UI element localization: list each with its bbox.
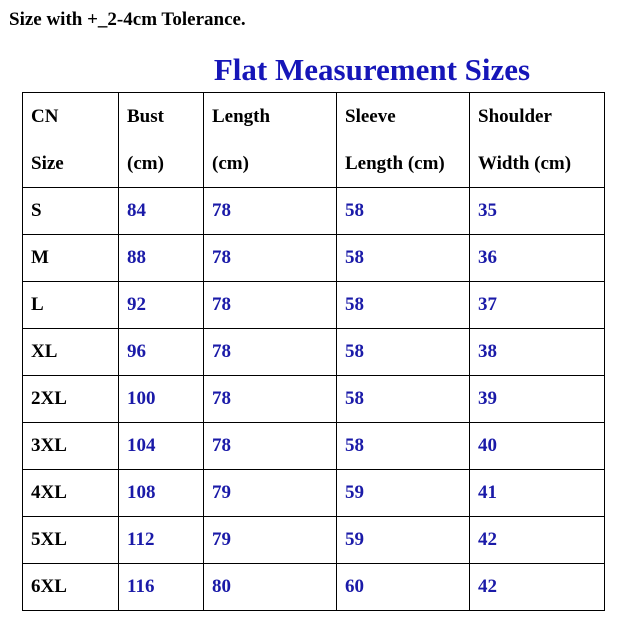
bust-cell: 116 [119, 564, 204, 611]
shoulder-cell: 37 [470, 282, 605, 329]
size-cell: 5XL [23, 517, 119, 564]
bust-cell: 84 [119, 188, 204, 235]
sleeve-cell: 58 [337, 235, 470, 282]
size-cell: 2XL [23, 376, 119, 423]
shoulder-cell: 40 [470, 423, 605, 470]
table-header-row [23, 93, 605, 188]
length-cell: 78 [204, 376, 337, 423]
header-line: Bust [127, 106, 164, 127]
table-row [23, 329, 605, 376]
table-row [23, 564, 605, 611]
header-bust [119, 93, 204, 188]
sleeve-cell: 58 [337, 188, 470, 235]
length-cell: 78 [204, 282, 337, 329]
length-cell: 78 [204, 188, 337, 235]
shoulder-cell: 42 [470, 564, 605, 611]
length-cell: 79 [204, 517, 337, 564]
sleeve-cell: 60 [337, 564, 470, 611]
size-cell: XL [23, 329, 119, 376]
table-row [23, 423, 605, 470]
length-cell: 78 [204, 329, 337, 376]
header-line: Length [212, 106, 271, 127]
bust-cell: 104 [119, 423, 204, 470]
table-row [23, 470, 605, 517]
header-line: Shoulder [478, 106, 552, 127]
page-title: Flat Measurement Sizes [213, 52, 531, 87]
header-sleeve-length [337, 93, 470, 188]
size-chart-table [22, 92, 605, 611]
header-line: Sleeve [345, 106, 396, 127]
shoulder-cell: 38 [470, 329, 605, 376]
sleeve-cell: 58 [337, 329, 470, 376]
table-row [23, 235, 605, 282]
header-cn-size [23, 93, 119, 188]
sleeve-cell: 59 [337, 517, 470, 564]
size-cell: 3XL [23, 423, 119, 470]
length-cell: 78 [204, 423, 337, 470]
size-cell: 6XL [23, 564, 119, 611]
length-cell: 79 [204, 470, 337, 517]
table-row [23, 376, 605, 423]
shoulder-cell: 39 [470, 376, 605, 423]
size-cell: S [23, 188, 119, 235]
size-cell: L [23, 282, 119, 329]
size-cell: M [23, 235, 119, 282]
length-cell: 80 [204, 564, 337, 611]
bust-cell: 92 [119, 282, 204, 329]
shoulder-cell: 42 [470, 517, 605, 564]
header-line: (cm) [127, 153, 164, 174]
sleeve-cell: 58 [337, 423, 470, 470]
tolerance-note: Size with +_2-4cm Tolerance. [9, 9, 246, 30]
header-shoulder-width [470, 93, 605, 188]
shoulder-cell: 41 [470, 470, 605, 517]
bust-cell: 88 [119, 235, 204, 282]
sleeve-cell: 59 [337, 470, 470, 517]
header-line: Width (cm) [478, 153, 572, 174]
bust-cell: 96 [119, 329, 204, 376]
bust-cell: 112 [119, 517, 204, 564]
header-line: (cm) [212, 153, 249, 174]
sleeve-cell: 58 [337, 282, 470, 329]
header-line: Size [31, 153, 64, 174]
bust-cell: 100 [119, 376, 204, 423]
table-row [23, 282, 605, 329]
sleeve-cell: 58 [337, 376, 470, 423]
table-row [23, 517, 605, 564]
length-cell: 78 [204, 235, 337, 282]
size-cell: 4XL [23, 470, 119, 517]
shoulder-cell: 36 [470, 235, 605, 282]
shoulder-cell: 35 [470, 188, 605, 235]
table-row [23, 188, 605, 235]
header-line: CN [31, 106, 59, 127]
header-length [204, 93, 337, 188]
bust-cell: 108 [119, 470, 204, 517]
header-line: Length (cm) [345, 153, 445, 174]
